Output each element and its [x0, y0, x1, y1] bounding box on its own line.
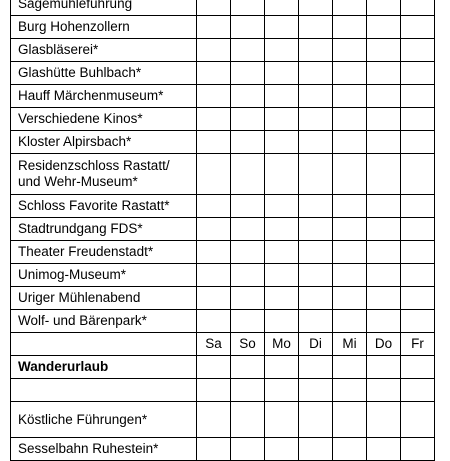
- day-checkbox-cell[interactable]: [367, 108, 401, 131]
- activity-name: Hauff Märchenmuseum*: [11, 85, 197, 108]
- day-checkbox-cell[interactable]: [231, 264, 265, 287]
- day-header-sa: Sa: [197, 333, 231, 356]
- day-checkbox-cell[interactable]: [333, 195, 367, 218]
- day-checkbox-cell[interactable]: [367, 241, 401, 264]
- day-checkbox-cell[interactable]: [333, 438, 367, 461]
- activity-name: Glashütte Buhlbach*: [11, 62, 197, 85]
- empty-cell: [333, 356, 367, 379]
- day-checkbox-cell[interactable]: [367, 310, 401, 333]
- day-checkbox-cell[interactable]: [299, 218, 333, 241]
- day-checkbox-cell[interactable]: [231, 131, 265, 154]
- day-checkbox-cell[interactable]: [333, 62, 367, 85]
- day-checkbox-cell[interactable]: [333, 85, 367, 108]
- day-checkbox-cell[interactable]: [265, 218, 299, 241]
- day-checkbox-cell[interactable]: [197, 154, 231, 195]
- day-checkbox-cell[interactable]: [265, 264, 299, 287]
- day-checkbox-cell[interactable]: [401, 16, 435, 39]
- day-header-do: Do: [367, 333, 401, 356]
- day-checkbox-cell[interactable]: [401, 241, 435, 264]
- day-checkbox-cell[interactable]: [367, 438, 401, 461]
- day-checkbox-cell[interactable]: [367, 16, 401, 39]
- day-checkbox-cell[interactable]: [231, 154, 265, 195]
- day-checkbox-cell[interactable]: [197, 62, 231, 85]
- day-checkbox-cell[interactable]: [197, 0, 231, 16]
- day-checkbox-cell[interactable]: [231, 62, 265, 85]
- day-checkbox-cell[interactable]: [401, 310, 435, 333]
- activity-row: [11, 438, 435, 461]
- day-checkbox-cell[interactable]: [197, 402, 231, 438]
- day-checkbox-cell[interactable]: [333, 310, 367, 333]
- day-checkbox-cell[interactable]: [333, 16, 367, 39]
- day-checkbox-cell[interactable]: [299, 16, 333, 39]
- activity-name: Unimog-Museum*: [11, 264, 197, 287]
- day-checkbox-cell[interactable]: [197, 85, 231, 108]
- day-checkbox-cell[interactable]: [333, 39, 367, 62]
- day-checkbox-cell[interactable]: [197, 108, 231, 131]
- day-checkbox-cell[interactable]: [265, 241, 299, 264]
- day-checkbox-cell[interactable]: [367, 131, 401, 154]
- day-checkbox-cell[interactable]: [265, 438, 299, 461]
- day-checkbox-cell[interactable]: [265, 62, 299, 85]
- day-checkbox-cell[interactable]: [401, 438, 435, 461]
- day-checkbox-cell[interactable]: [333, 264, 367, 287]
- activity-checklist-table: [10, 0, 435, 461]
- activity-row: [11, 16, 435, 39]
- activity-row: [11, 0, 435, 16]
- day-checkbox-cell[interactable]: [231, 218, 265, 241]
- day-checkbox-cell[interactable]: [265, 0, 299, 16]
- empty-cell: [231, 356, 265, 379]
- activity-name: Uriger Mühlenabend: [11, 287, 197, 310]
- day-checkbox-cell[interactable]: [197, 195, 231, 218]
- day-checkbox-cell[interactable]: [231, 310, 265, 333]
- activity-name: Schloss Favorite Rastatt*: [11, 195, 197, 218]
- day-checkbox-cell[interactable]: [197, 218, 231, 241]
- activity-row: [11, 108, 435, 131]
- day-checkbox-cell[interactable]: [367, 154, 401, 195]
- day-checkbox-cell[interactable]: [333, 108, 367, 131]
- day-checkbox-cell[interactable]: [401, 131, 435, 154]
- day-checkbox-cell[interactable]: [265, 195, 299, 218]
- day-checkbox-cell[interactable]: [401, 108, 435, 131]
- day-checkbox-cell[interactable]: [265, 402, 299, 438]
- activity-row: [11, 218, 435, 241]
- day-checkbox-cell[interactable]: [265, 16, 299, 39]
- day-checkbox-cell[interactable]: [197, 379, 231, 402]
- day-checkbox-cell[interactable]: [265, 287, 299, 310]
- day-checkbox-cell[interactable]: [367, 85, 401, 108]
- activity-row: [11, 264, 435, 287]
- day-checkbox-cell[interactable]: [367, 39, 401, 62]
- day-checkbox-cell[interactable]: [197, 131, 231, 154]
- activity-row: [11, 131, 435, 154]
- activity-name: Glasbläserei*: [11, 39, 197, 62]
- activity-name: Köstliche Führungen*: [11, 402, 197, 438]
- day-checkbox-cell[interactable]: [333, 131, 367, 154]
- day-checkbox-cell[interactable]: [231, 85, 265, 108]
- day-checkbox-cell[interactable]: [367, 287, 401, 310]
- day-header-mi: Mi: [333, 333, 367, 356]
- day-checkbox-cell[interactable]: [333, 154, 367, 195]
- activity-row: [11, 85, 435, 108]
- day-checkbox-cell[interactable]: [197, 241, 231, 264]
- day-checkbox-cell[interactable]: [299, 438, 333, 461]
- day-checkbox-cell[interactable]: [197, 310, 231, 333]
- day-checkbox-cell[interactable]: [299, 241, 333, 264]
- day-checkbox-cell[interactable]: [299, 264, 333, 287]
- day-checkbox-cell[interactable]: [197, 39, 231, 62]
- day-checkbox-cell[interactable]: [333, 218, 367, 241]
- day-checkbox-cell[interactable]: [367, 218, 401, 241]
- day-checkbox-cell[interactable]: [231, 39, 265, 62]
- day-checkbox-cell[interactable]: [299, 39, 333, 62]
- blank-row: [11, 379, 435, 402]
- day-checkbox-cell[interactable]: [231, 438, 265, 461]
- day-checkbox-cell[interactable]: [197, 16, 231, 39]
- day-checkbox-cell[interactable]: [231, 195, 265, 218]
- day-checkbox-cell[interactable]: [231, 0, 265, 16]
- day-checkbox-cell[interactable]: [265, 85, 299, 108]
- activity-row: [11, 154, 435, 195]
- day-checkbox-cell[interactable]: [401, 218, 435, 241]
- empty-cell: [401, 356, 435, 379]
- activity-row: [11, 195, 435, 218]
- day-checkbox-cell[interactable]: [367, 402, 401, 438]
- activity-name: Kloster Alpirsbach*: [11, 131, 197, 154]
- day-checkbox-cell[interactable]: [265, 108, 299, 131]
- day-checkbox-cell[interactable]: [401, 287, 435, 310]
- activity-row: [11, 287, 435, 310]
- day-checkbox-cell[interactable]: [231, 16, 265, 39]
- activity-row: [11, 62, 435, 85]
- day-header-fr: Fr: [401, 333, 435, 356]
- table-body: [11, 0, 435, 461]
- day-checkbox-cell[interactable]: [333, 241, 367, 264]
- section-title: Wanderurlaub: [11, 356, 197, 379]
- day-checkbox-cell[interactable]: [299, 154, 333, 195]
- activity-name: Wolf- und Bärenpark*: [11, 310, 197, 333]
- day-checkbox-cell[interactable]: [299, 108, 333, 131]
- empty-cell: [265, 356, 299, 379]
- empty-cell: [367, 356, 401, 379]
- day-checkbox-cell[interactable]: [231, 402, 265, 438]
- day-checkbox-cell[interactable]: [299, 62, 333, 85]
- day-checkbox-cell[interactable]: [231, 241, 265, 264]
- day-checkbox-cell[interactable]: [333, 379, 367, 402]
- day-checkbox-cell[interactable]: [231, 108, 265, 131]
- day-checkbox-cell[interactable]: [265, 39, 299, 62]
- day-checkbox-cell[interactable]: [401, 264, 435, 287]
- day-checkbox-cell[interactable]: [265, 154, 299, 195]
- empty-cell: [197, 356, 231, 379]
- day-checkbox-cell[interactable]: [265, 379, 299, 402]
- empty-cell: [299, 356, 333, 379]
- activity-name: Sägemühleführung: [11, 0, 197, 16]
- day-checkbox-cell[interactable]: [299, 0, 333, 16]
- day-checkbox-cell[interactable]: [299, 195, 333, 218]
- blank-name: [11, 379, 197, 402]
- day-checkbox-cell[interactable]: [197, 287, 231, 310]
- day-header-so: So: [231, 333, 265, 356]
- activity-row: [11, 241, 435, 264]
- day-header-blank: [11, 333, 197, 356]
- activity-name: Sesselbahn Ruhestein*: [11, 438, 197, 461]
- day-checkbox-cell[interactable]: [231, 287, 265, 310]
- day-checkbox-cell[interactable]: [197, 264, 231, 287]
- day-checkbox-cell[interactable]: [333, 402, 367, 438]
- day-checkbox-cell[interactable]: [401, 402, 435, 438]
- activity-row: [11, 402, 435, 438]
- day-checkbox-cell[interactable]: [265, 310, 299, 333]
- day-checkbox-cell[interactable]: [401, 154, 435, 195]
- day-checkbox-cell[interactable]: [299, 131, 333, 154]
- day-checkbox-cell[interactable]: [367, 379, 401, 402]
- activity-name: Residenzschloss Rastatt/ und Wehr-Museum*: [11, 154, 197, 195]
- day-checkbox-cell[interactable]: [265, 131, 299, 154]
- section-header-row: [11, 356, 435, 379]
- day-checkbox-cell[interactable]: [367, 62, 401, 85]
- day-checkbox-cell[interactable]: [197, 438, 231, 461]
- activity-row: [11, 310, 435, 333]
- day-checkbox-cell[interactable]: [299, 310, 333, 333]
- day-checkbox-cell[interactable]: [401, 379, 435, 402]
- activity-row: [11, 39, 435, 62]
- day-header-row: [11, 333, 435, 356]
- day-checkbox-cell[interactable]: [367, 264, 401, 287]
- day-checkbox-cell[interactable]: [299, 379, 333, 402]
- day-checkbox-cell[interactable]: [367, 0, 401, 16]
- day-checkbox-cell[interactable]: [299, 402, 333, 438]
- activity-name: Verschiedene Kinos*: [11, 108, 197, 131]
- activity-name: Theater Freudenstadt*: [11, 241, 197, 264]
- activity-name: Burg Hohenzollern: [11, 16, 197, 39]
- day-checkbox-cell[interactable]: [401, 85, 435, 108]
- day-checkbox-cell[interactable]: [401, 195, 435, 218]
- activity-name: Stadtrundgang FDS*: [11, 218, 197, 241]
- day-header-mo: Mo: [265, 333, 299, 356]
- day-checkbox-cell[interactable]: [367, 195, 401, 218]
- day-checkbox-cell[interactable]: [299, 85, 333, 108]
- day-checkbox-cell[interactable]: [333, 0, 367, 16]
- day-checkbox-cell[interactable]: [401, 0, 435, 16]
- day-header-di: Di: [299, 333, 333, 356]
- day-checkbox-cell[interactable]: [401, 62, 435, 85]
- day-checkbox-cell[interactable]: [333, 287, 367, 310]
- day-checkbox-cell[interactable]: [299, 287, 333, 310]
- day-checkbox-cell[interactable]: [231, 379, 265, 402]
- day-checkbox-cell[interactable]: [401, 39, 435, 62]
